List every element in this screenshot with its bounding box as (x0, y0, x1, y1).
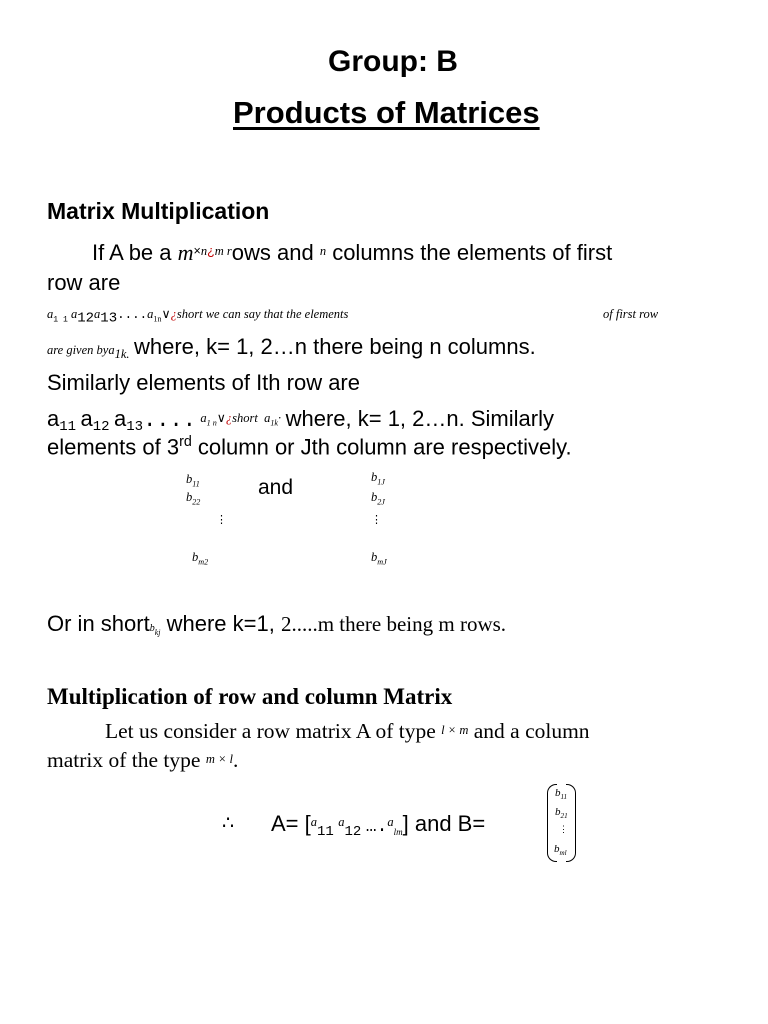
page-subtitle: Products of Matrices (233, 95, 540, 130)
col1-b11: $b_{11}$ (186, 472, 200, 489)
col1-bm2: $b_{m2}$ (192, 550, 209, 567)
section-heading-matrix-multiplication: Matrix Multiplication (47, 198, 270, 224)
para-line-6: $a_{11}$ $a_{12}$ $a_{13}$.... $^{a_{1 n}\vee¿short a_{1k}\cdot}$ where, k= 1, 2…n. Similarly (47, 406, 554, 436)
para-line-7: elements of 3rd column or Jth column are respectively. (47, 434, 572, 460)
section2-line-2: matrix of the type m × l. (47, 748, 239, 772)
col2-b2j: $b_{2J}$ (371, 490, 385, 507)
and-word: and (258, 476, 294, 499)
therefore-symbol: ∴ (222, 813, 235, 834)
col2-bmj: $b_{mJ}$ (371, 550, 387, 567)
para-line-1: If A be a $m^{\times n¿m r}ows$ and $^n$ columns the elements of first (92, 240, 613, 265)
para-line-3: $a_{1 1}$ $a_{12}a_{13}....a_{1n}\vee¿short$ we can say that the elements (47, 307, 349, 327)
matrix-b-entry-ml: $b_{ml}$ (554, 843, 567, 858)
section2-line-1: Let us consider a row matrix A of type l × m and a column (105, 719, 590, 743)
col2-b1j: $b_{1J}$ (371, 470, 385, 487)
page-title: Group: B (328, 45, 458, 78)
matrix-b-entry-11: $b_{11}$ (555, 787, 568, 802)
col1-vdots: ⋮ (216, 514, 227, 526)
col1-b22: $b_{22}$ (186, 490, 201, 507)
col2-vdots: ⋮ (371, 514, 382, 526)
para-line-2: row are (47, 270, 121, 295)
short-line: Or in shortb$_{kj}$ where k=1, 2.....m there being m rows. (47, 611, 507, 638)
para-line-3-right: of first row (603, 307, 659, 321)
para-line-5: Similarly elements of Ith row are (47, 370, 360, 395)
para-line-4: are given bya$_{1k.}$ where, k= 1, 2…n there being n columns. (47, 334, 536, 362)
matrix-b-entry-21: $b_{21}$ (555, 806, 568, 821)
equation-a-and-b: A= [$^a_{11}$ $^a_{12}$ ….$^a_{lm}$] and B= (271, 811, 486, 841)
matrix-b-right-paren (566, 784, 576, 862)
section-heading-row-column: Multiplication of row and column Matrix (47, 684, 453, 709)
matrix-b-vdots: ⋮ (559, 824, 568, 834)
